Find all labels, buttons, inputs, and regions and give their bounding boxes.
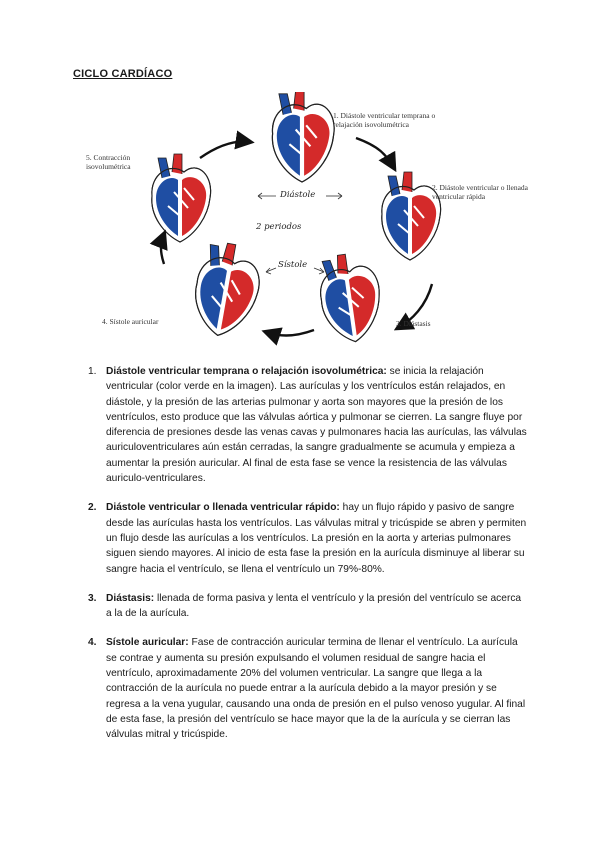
phase-number: 4. [88, 637, 97, 649]
phase-text: se inicia la relajación ventricular (color verde en la imagen). Las aurículas y los ventrículos están relajados, en diástole, y la presión de las arterias pulmonar y aorta son mayores que la presión de los ventrículos, esto produce que las válvulas aórtica y pulmonar se cierren. La sangre fluye por diferencia de presiones desde las venas cavas y pulmonares hacia las aurículas, las válvulas auriculoventriculares aún están cerradas, la sangre gradualmente se acumula y empieza a aumentar la presión auricular. Al final de esta fase se vence la resistencia de las válvulas auriculo-ventriculares. [106, 366, 527, 485]
cycle-illustration [80, 92, 530, 352]
heart-stage-4 [189, 239, 266, 341]
phase-title: Diástasis: [106, 592, 155, 604]
phase-item-2 [73, 500, 528, 576]
phase-title: Diástole ventricular o llenada ventricular rápido: [106, 502, 340, 514]
phase-list [73, 364, 528, 743]
phase-title: Sístole auricular: [106, 637, 189, 649]
stage-label-3: 3. Diástasis [396, 319, 431, 328]
stage-label-4: 4. Sístole auricular [102, 317, 159, 326]
phase-number: 1. [88, 366, 97, 377]
diastole-label: Diástole [280, 190, 316, 200]
phase-number: 2. [88, 502, 97, 514]
periods-label: 2 periodos [256, 222, 302, 232]
heart-stage-1 [272, 92, 334, 182]
phase-text: Fase de contracción auricular termina de llenar el ventrículo. La aurícula se contrae y aumenta su presión expulsando el volumen residual de sangre hacia el ventrículo, aproximadamente 20% del volumen ventricular. La sangre que llega a la contracción de la aurícula no puede entrar a la aurícula debido a la mayor presión y se regresa a la vena yugular, causando una onda de presión en el pulso venoso yugular. Al final de esta fase, la presión del ventrículo se hace mayor que la de la aurícula y se cierran las válvulas mitral y tricúspide. [106, 637, 526, 741]
heart-stage-5 [152, 154, 211, 242]
phase-title: Diástole ventricular temprana o relajación isovolumétrica: [106, 366, 387, 377]
stage-label-5: 5. Contracción isovolumétrica [86, 153, 131, 171]
phase-text: hay un flujo rápido y pasivo de sangre desde las aurículas hasta los ventrículos. Las válvulas mitral y tricúspide se abren y permiten un flujo desde las aurículas a los ventrículos. La presión en la aorta y arterias pulmonares siguen siendo mayores. Al inicio de esta fase la presión en la aurícula disminuye al liberar su sangre hacia el ventrículo, se llena el ventrículo un 79%-80%. [106, 502, 527, 575]
phase-item-1 [73, 364, 528, 486]
phase-text: llenada de forma pasiva y lenta el ventrículo y la presión del ventrículo se acerca a la de la aurícula. [106, 592, 522, 620]
cardiac-cycle-diagram [80, 92, 530, 352]
phase-number: 3. [88, 592, 97, 604]
page-title: CICLO CARDÍACO [73, 68, 173, 80]
phase-item-4 [73, 635, 528, 742]
heart-stage-3 [315, 250, 385, 345]
stage-label-1: 1. Diástole ventricular temprana o relajación isovolumétrica [333, 111, 436, 129]
phase-item-3 [73, 591, 528, 622]
systole-label: Sístole [278, 260, 308, 270]
stage-label-2: 2. Diástole ventricular o llenada ventricular rápida [432, 183, 529, 201]
